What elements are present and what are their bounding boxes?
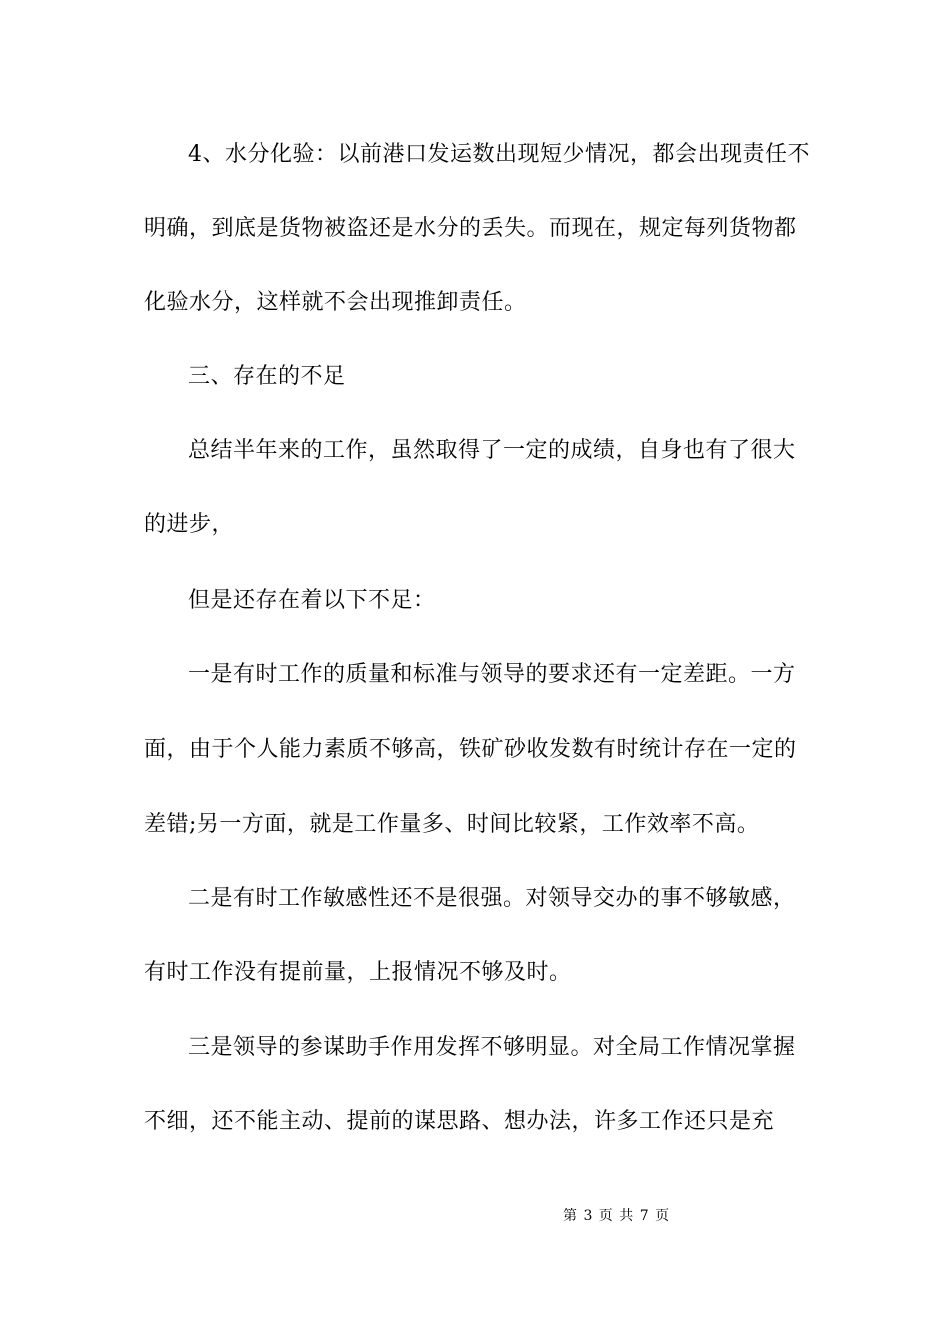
text-line: 面，由于个人能力素质不够高，铁矿砂收发数有时统计存在一定的: [144, 737, 797, 762]
text-line: 明确，到底是货物被盗还是水分的丢失。而现在，规定每列货物都: [144, 216, 797, 241]
text-line: 的进步，: [144, 512, 235, 537]
text-line: 但是还存在着以下不足：: [188, 588, 436, 613]
text-line: 一是有时工作的质量和标准与领导的要求还有一定差距。一方: [188, 662, 796, 687]
text-line: 化验水分，这样就不会出现推卸责任。: [144, 290, 527, 315]
text-line: 有时工作没有提前量，上报情况不够及时。: [144, 960, 572, 985]
text-line: 差错;另一方面，就是工作量多、时间比较紧，工作效率不高。: [144, 812, 760, 837]
section-heading: 三、存在的不足: [188, 364, 346, 389]
text-line: 三是领导的参谋助手作用发挥不够明显。对全局工作情况掌握: [188, 1035, 796, 1060]
text-line: 二是有时工作敏感性还不是很强。对领导交办的事不够敏感，: [188, 886, 796, 911]
page-number-footer: 第 3 页 共 7 页: [563, 1208, 671, 1224]
text-line: 4、水分化验：以前港口发运数出现短少情况，都会出现责任不: [188, 142, 810, 167]
text-line: 总结半年来的工作，虽然取得了一定的成绩，自身也有了很大: [188, 438, 796, 463]
text-line: 不细，还不能主动、提前的谋思路、想办法，许多工作还只是充: [144, 1109, 775, 1134]
